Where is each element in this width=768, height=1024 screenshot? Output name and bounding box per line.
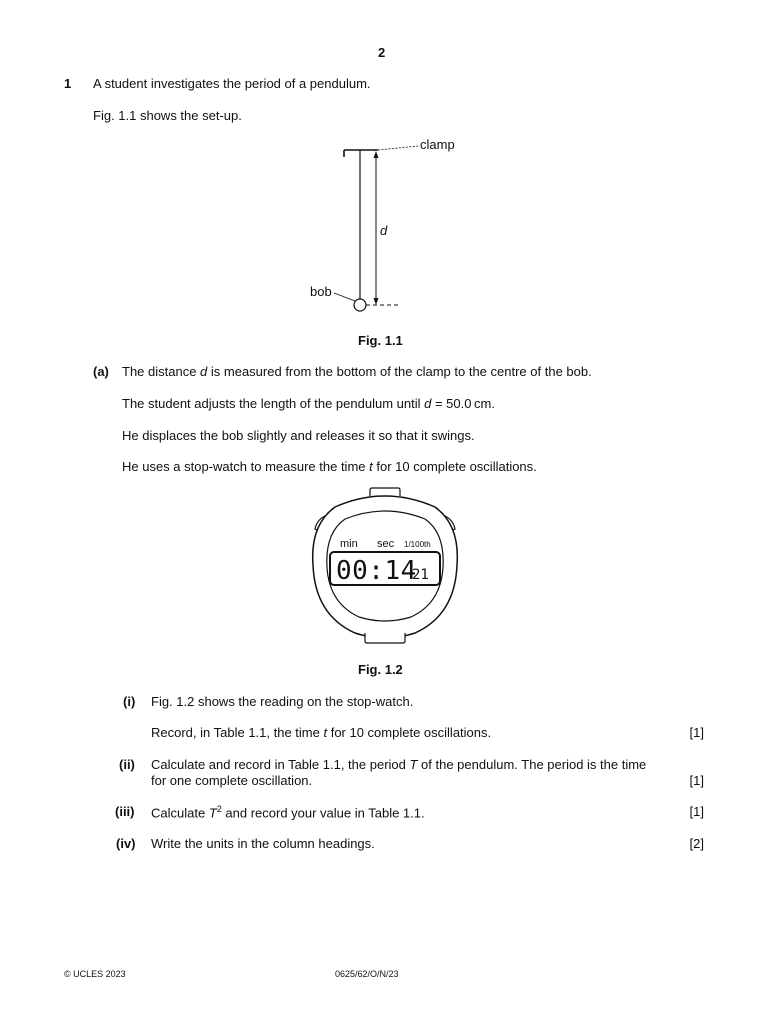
sub-i-line-1: Fig. 1.2 shows the reading on the stop-watch. [151, 694, 414, 709]
sub-i-marks: [1] [689, 725, 704, 740]
sub-ii-label: (ii) [119, 757, 135, 772]
sec-label: sec [377, 538, 395, 550]
sub-i-label: (i) [123, 694, 136, 709]
part-a-label: (a) [93, 364, 109, 379]
part-a-line-1: The distance d is measured from the bottom of the clamp to the centre of the bob. [122, 364, 592, 379]
figure-intro: Fig. 1.1 shows the set-up. [93, 108, 242, 123]
sub-iv-marks: [2] [689, 836, 704, 851]
fig-1-1-caption: Fig. 1.1 [358, 333, 403, 348]
part-a-line-3: He displaces the bob slightly and releases it so that it swings. [122, 428, 475, 443]
sub-iv-label: (iv) [116, 836, 136, 851]
bob-label: bob [310, 284, 332, 299]
sub-iii-marks: [1] [689, 804, 704, 819]
page-number: 2 [378, 45, 386, 60]
pendulum-bob [354, 299, 366, 311]
hundredth-label: 1/100th [404, 540, 431, 549]
question-number: 1 [64, 76, 72, 91]
sub-ii-line-2: for one complete oscillation. [151, 773, 313, 788]
sub-iii-label: (iii) [115, 804, 135, 819]
lcd-hundredths-reading: 21 [412, 567, 429, 583]
arrow-head-top [374, 151, 379, 158]
stopwatch-diagram [305, 485, 465, 645]
pendulum-diagram [300, 135, 500, 320]
sub-iii-text: Calculate $T^2$ and record your value in Table 1.1. [151, 804, 425, 821]
sub-i-line-2: Record, in Table 1.1, the time t for 10 complete oscillations. [151, 725, 492, 740]
clamp-label: clamp [420, 137, 455, 152]
bob-leader-line [334, 293, 355, 301]
sub-ii-marks: [1] [689, 773, 704, 788]
distance-label: d [380, 223, 388, 238]
sub-ii-line-1: Calculate and record in Table 1.1, the period T of the pendulum. The period is the time [151, 757, 647, 772]
footer-paper-code: 0625/62/O/N/23 [335, 969, 399, 979]
question-intro: A student investigates the period of a pendulum. [93, 76, 371, 91]
fig-1-2-caption: Fig. 1.2 [358, 662, 403, 677]
part-a-line-2: The student adjusts the length of the pendulum until d = 50.0 cm. [122, 396, 495, 411]
min-label: min [340, 538, 358, 550]
clamp-leader-line [378, 146, 418, 150]
crown-button [370, 488, 400, 496]
part-a-line-4: He uses a stop-watch to measure the time t for 10 complete oscillations. [122, 459, 537, 474]
bottom-tab [365, 633, 405, 643]
lcd-main-reading: 00:14 [336, 556, 417, 586]
arrow-head-bottom [374, 298, 379, 305]
sub-iv-text: Write the units in the column headings. [151, 836, 375, 851]
footer-copyright: © UCLES 2023 [64, 969, 126, 979]
